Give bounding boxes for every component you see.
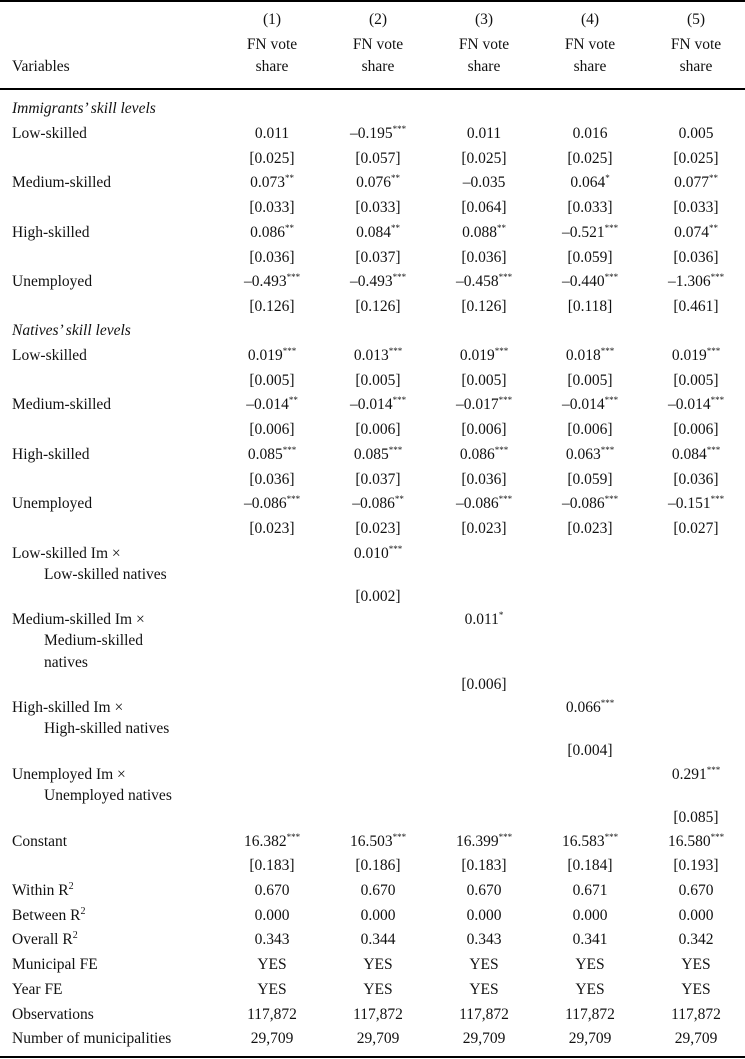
interaction-label: Low-skilled natives bbox=[44, 566, 167, 583]
std-error-cell: [0.023] bbox=[355, 519, 401, 537]
coefficient-cell: 0.010*** bbox=[353, 544, 403, 562]
stat-value-cell: 0.342 bbox=[678, 931, 714, 949]
coefficient-cell: 0.064* bbox=[570, 173, 610, 192]
stat-value-cell: 117,872 bbox=[247, 1005, 297, 1023]
coefficient-cell: 0.073** bbox=[250, 173, 294, 192]
coefficient-cell: 0.086*** bbox=[459, 444, 509, 463]
significance-stars: *** bbox=[388, 544, 403, 554]
significance-stars: *** bbox=[710, 832, 725, 842]
column-title: FN vote bbox=[670, 36, 722, 53]
column-number: (5) bbox=[686, 11, 706, 28]
stat-value-cell: 117,872 bbox=[459, 1005, 509, 1023]
stat-value-cell: 0.000 bbox=[360, 906, 396, 924]
superscript: 2 bbox=[80, 905, 86, 917]
coefficient-cell: –0.017*** bbox=[455, 395, 513, 414]
significance-stars: *** bbox=[498, 832, 513, 842]
interaction-label: Unemployed natives bbox=[44, 787, 172, 804]
significance-stars: *** bbox=[282, 346, 297, 356]
stat-value-cell: 117,872 bbox=[671, 1005, 721, 1023]
significance-stars: *** bbox=[604, 395, 619, 406]
significance-stars: *** bbox=[392, 832, 407, 842]
significance-stars: *** bbox=[494, 444, 509, 455]
std-error-cell: [0.004] bbox=[567, 742, 613, 759]
coefficient-cell: –0.521*** bbox=[561, 222, 619, 241]
std-error-cell: [0.461] bbox=[673, 297, 719, 315]
section-heading-immigrants: Immigrants’ skill levels bbox=[12, 100, 156, 117]
significance-stars: ** bbox=[394, 494, 404, 505]
row-label: Unemployed bbox=[12, 495, 93, 513]
coefficient-cell: –0.086*** bbox=[455, 494, 513, 513]
stat-label: Within $R^2$ bbox=[12, 881, 74, 899]
coefficient-cell: 16.583*** bbox=[561, 832, 619, 850]
coefficient-cell: –0.086** bbox=[352, 494, 404, 513]
coefficient-cell: 0.016 bbox=[572, 125, 608, 142]
stat-value-cell: YES bbox=[469, 980, 499, 998]
coefficient-cell: 0.084*** bbox=[671, 444, 721, 463]
std-error-cell: [0.023] bbox=[249, 519, 295, 537]
significance-stars: ** bbox=[708, 173, 718, 184]
std-error-cell: [0.183] bbox=[249, 857, 295, 874]
std-error-cell: [0.033] bbox=[249, 199, 295, 217]
stat-value-cell: YES bbox=[363, 956, 393, 974]
coefficient-cell: –0.493*** bbox=[243, 272, 301, 291]
stat-label: Observations bbox=[12, 1005, 94, 1023]
superscript: 2 bbox=[68, 881, 74, 892]
significance-stars: *** bbox=[498, 272, 513, 283]
stat-value-cell: 0.670 bbox=[254, 882, 290, 899]
significance-stars: *** bbox=[494, 346, 509, 356]
coefficient-cell: 0.019*** bbox=[247, 346, 297, 364]
coefficient-cell: –0.458*** bbox=[455, 272, 513, 291]
row-label: Unemployed bbox=[12, 273, 93, 291]
std-error-cell: [0.006] bbox=[355, 421, 401, 439]
std-error-cell: [0.057] bbox=[355, 149, 401, 167]
coefficient-cell: –0.195*** bbox=[349, 124, 407, 142]
superscript: 2 bbox=[72, 930, 78, 942]
std-error-cell: [0.036] bbox=[673, 470, 719, 488]
interaction-label: Medium-skilled Im × bbox=[12, 611, 145, 628]
std-error-cell: [0.006] bbox=[567, 421, 613, 439]
significance-stars: *** bbox=[600, 444, 615, 455]
header-rule bbox=[0, 88, 745, 90]
row-label: Low-skilled bbox=[12, 347, 87, 364]
significance-stars: *** bbox=[600, 346, 615, 356]
coefficient-cell: 0.011 bbox=[254, 125, 290, 142]
top-rule bbox=[0, 0, 745, 2]
std-error-cell: [0.037] bbox=[355, 248, 401, 266]
significance-stars: *** bbox=[392, 124, 407, 134]
column-number: (1) bbox=[262, 11, 282, 28]
interaction-label: Low-skilled Im × bbox=[12, 545, 121, 562]
std-error-cell: [0.006] bbox=[673, 421, 719, 439]
stat-value-cell: 0.341 bbox=[572, 931, 608, 949]
std-error-cell: [0.002] bbox=[355, 588, 401, 605]
std-error-cell: [0.005] bbox=[461, 371, 507, 389]
coefficient-cell: 0.085*** bbox=[247, 444, 297, 463]
stat-value-cell: YES bbox=[257, 956, 287, 974]
column-title: share bbox=[467, 58, 501, 75]
significance-stars: *** bbox=[604, 272, 619, 283]
stat-label: Year FE bbox=[12, 980, 63, 998]
stat-value-cell: 29,709 bbox=[462, 1030, 506, 1048]
stat-value-cell: 0.000 bbox=[254, 906, 290, 924]
std-error-cell: [0.036] bbox=[249, 470, 295, 488]
stat-value-cell: 29,709 bbox=[356, 1030, 400, 1048]
coefficient-cell: –0.151*** bbox=[667, 494, 725, 513]
stat-label: Municipal FE bbox=[12, 956, 98, 974]
coefficient-cell: –0.014** bbox=[246, 395, 298, 414]
std-error-cell: [0.126] bbox=[355, 297, 401, 315]
column-number: (2) bbox=[368, 11, 388, 28]
stat-value-cell: 0.671 bbox=[572, 882, 608, 899]
significance-stars: * bbox=[498, 610, 504, 620]
stat-label: Number of municipalities bbox=[12, 1030, 172, 1048]
std-error-cell: [0.118] bbox=[567, 297, 613, 315]
std-error-cell: [0.027] bbox=[673, 519, 719, 537]
std-error-cell: [0.036] bbox=[461, 470, 507, 488]
std-error-cell: [0.036] bbox=[673, 248, 719, 266]
stat-value-cell: YES bbox=[575, 956, 605, 974]
coefficient-cell: 16.580*** bbox=[667, 832, 725, 850]
interaction-label: High-skilled Im × bbox=[12, 699, 124, 716]
coefficient-cell: 0.066*** bbox=[565, 698, 615, 716]
interaction-label: natives bbox=[44, 654, 88, 671]
std-error-cell: [0.036] bbox=[249, 248, 295, 266]
stat-value-cell: 117,872 bbox=[565, 1005, 615, 1023]
section-heading-natives: Natives’ skill levels bbox=[12, 322, 131, 339]
significance-stars: *** bbox=[388, 444, 403, 455]
std-error-cell: [0.033] bbox=[355, 199, 401, 217]
significance-stars: *** bbox=[600, 698, 615, 708]
row-label: Constant bbox=[12, 833, 68, 850]
coefficient-cell: 0.019*** bbox=[671, 346, 721, 364]
std-error-cell: [0.006] bbox=[461, 676, 507, 693]
row-label: Low-skilled bbox=[12, 125, 87, 142]
interaction-label: High-skilled natives bbox=[44, 720, 170, 737]
significance-stars: ** bbox=[496, 222, 506, 233]
row-label: High-skilled bbox=[12, 445, 90, 463]
coefficient-cell: –0.014*** bbox=[667, 395, 725, 414]
column-title: FN vote bbox=[458, 36, 510, 53]
row-label: Medium-skilled bbox=[12, 396, 112, 414]
coefficient-cell: 0.077** bbox=[674, 173, 718, 192]
coefficient-cell: 0.084** bbox=[356, 222, 400, 241]
std-error-cell: [0.005] bbox=[673, 371, 719, 389]
significance-stars: ** bbox=[390, 173, 400, 184]
std-error-cell: [0.059] bbox=[567, 248, 613, 266]
row-label: High-skilled bbox=[12, 223, 90, 241]
std-error-cell: [0.023] bbox=[461, 519, 507, 537]
stat-value-cell: 0.670 bbox=[678, 882, 714, 899]
std-error-cell: [0.025] bbox=[673, 149, 719, 167]
interaction-label: Unemployed Im × bbox=[12, 766, 126, 783]
significance-stars: *** bbox=[710, 272, 725, 283]
significance-stars: ** bbox=[288, 395, 298, 406]
coefficient-cell: –0.086*** bbox=[561, 494, 619, 513]
significance-stars: *** bbox=[604, 494, 619, 505]
std-error-cell: [0.033] bbox=[673, 199, 719, 217]
std-error-cell: [0.005] bbox=[249, 371, 295, 389]
coefficient-cell: –0.440*** bbox=[561, 272, 619, 291]
coefficient-cell: 0.063*** bbox=[565, 444, 615, 463]
column-title: share bbox=[679, 58, 713, 75]
column-number: (4) bbox=[580, 11, 600, 28]
std-error-cell: [0.183] bbox=[461, 857, 507, 874]
coefficient-cell: –0.493*** bbox=[349, 272, 407, 291]
std-error-cell: [0.059] bbox=[567, 470, 613, 488]
coefficient-cell: 0.011 bbox=[466, 125, 502, 142]
coefficient-cell: –0.014*** bbox=[349, 395, 407, 414]
column-title: FN vote bbox=[564, 36, 616, 53]
significance-stars: *** bbox=[706, 444, 721, 455]
coefficient-cell: 0.074** bbox=[674, 222, 718, 241]
stat-value-cell: 29,709 bbox=[250, 1030, 294, 1048]
significance-stars: *** bbox=[498, 494, 513, 505]
coefficient-cell: 0.018*** bbox=[565, 346, 615, 364]
stat-value-cell: YES bbox=[469, 956, 499, 974]
std-error-cell: [0.037] bbox=[355, 470, 401, 488]
std-error-cell: [0.186] bbox=[355, 857, 401, 874]
coefficient-cell: 0.291*** bbox=[671, 765, 721, 783]
std-error-cell: [0.193] bbox=[673, 857, 719, 874]
stat-value-cell: YES bbox=[681, 956, 711, 974]
significance-stars: *** bbox=[286, 494, 301, 505]
coefficient-cell: 0.013*** bbox=[353, 346, 403, 364]
significance-stars: *** bbox=[388, 346, 403, 356]
stat-value-cell: YES bbox=[681, 980, 711, 998]
significance-stars: *** bbox=[706, 346, 721, 356]
std-error-cell: [0.005] bbox=[567, 371, 613, 389]
significance-stars: ** bbox=[390, 222, 400, 233]
coefficient-cell: 16.399*** bbox=[455, 832, 513, 850]
stat-value-cell: 0.000 bbox=[678, 906, 714, 924]
coefficient-cell: 0.076** bbox=[356, 173, 400, 192]
significance-stars: *** bbox=[498, 395, 513, 406]
std-error-cell: [0.025] bbox=[249, 149, 295, 167]
stat-value-cell: YES bbox=[257, 980, 287, 998]
std-error-cell: [0.025] bbox=[567, 149, 613, 167]
coefficient-cell: 0.019*** bbox=[459, 346, 509, 364]
std-error-cell: [0.025] bbox=[461, 149, 507, 167]
std-error-cell: [0.126] bbox=[461, 297, 507, 315]
std-error-cell: [0.005] bbox=[355, 371, 401, 389]
significance-stars: *** bbox=[286, 272, 301, 283]
stat-value-cell: 29,709 bbox=[568, 1030, 612, 1048]
significance-stars: *** bbox=[392, 272, 407, 283]
coefficient-cell: –0.035 bbox=[462, 174, 506, 192]
significance-stars: ** bbox=[708, 222, 718, 233]
coefficient-cell: 0.011* bbox=[464, 610, 504, 628]
significance-stars: ** bbox=[284, 173, 294, 184]
std-error-cell: [0.126] bbox=[249, 297, 295, 315]
coefficient-cell: 0.085*** bbox=[353, 444, 403, 463]
coefficient-cell: –0.014*** bbox=[561, 395, 619, 414]
std-error-cell: [0.085] bbox=[673, 809, 719, 826]
stat-value-cell: 0.343 bbox=[254, 931, 290, 949]
std-error-cell: [0.184] bbox=[567, 857, 613, 874]
stat-value-cell: YES bbox=[363, 980, 393, 998]
stat-value-cell: 0.344 bbox=[360, 931, 396, 949]
significance-stars: * bbox=[605, 173, 610, 184]
row-label: Medium-skilled bbox=[12, 174, 112, 192]
std-error-cell: [0.033] bbox=[567, 199, 613, 217]
coefficient-cell: 16.503*** bbox=[349, 832, 407, 850]
stat-value-cell: 29,709 bbox=[674, 1030, 718, 1048]
significance-stars: *** bbox=[710, 494, 725, 505]
bottom-rule bbox=[0, 1056, 745, 1058]
std-error-cell: [0.006] bbox=[249, 421, 295, 439]
stat-label: Overall $R^2$ bbox=[12, 930, 78, 949]
column-number: (3) bbox=[474, 11, 494, 28]
significance-stars: *** bbox=[282, 444, 297, 455]
stat-value-cell: 0.670 bbox=[466, 882, 502, 899]
significance-stars: *** bbox=[706, 765, 721, 775]
significance-stars: *** bbox=[286, 832, 301, 842]
std-error-cell: [0.006] bbox=[461, 421, 507, 439]
column-title: share bbox=[255, 58, 289, 75]
std-error-cell: [0.064] bbox=[461, 199, 507, 217]
stat-value-cell: 0.000 bbox=[572, 906, 608, 924]
column-title: share bbox=[361, 58, 395, 75]
column-title: FN vote bbox=[246, 36, 298, 53]
column-title: FN vote bbox=[352, 36, 404, 53]
coefficient-cell: 0.088** bbox=[462, 222, 506, 241]
column-title: share bbox=[573, 58, 607, 75]
significance-stars: *** bbox=[710, 395, 725, 406]
stat-value-cell: 0.343 bbox=[466, 931, 502, 949]
coefficient-cell: 0.086** bbox=[250, 222, 294, 241]
stat-label: Between $R^2$ bbox=[12, 905, 86, 924]
significance-stars: *** bbox=[604, 832, 619, 842]
stat-value-cell: 0.000 bbox=[466, 906, 502, 924]
coefficient-cell: –0.086*** bbox=[243, 494, 301, 513]
stat-value-cell: 117,872 bbox=[353, 1005, 403, 1023]
interaction-label: Medium-skilled bbox=[44, 632, 144, 649]
coefficient-cell: –1.306*** bbox=[667, 272, 725, 291]
significance-stars: ** bbox=[284, 222, 294, 233]
stat-value-cell: 0.670 bbox=[360, 882, 396, 899]
coefficient-cell: 0.005 bbox=[678, 125, 714, 142]
significance-stars: *** bbox=[604, 222, 619, 233]
std-error-cell: [0.036] bbox=[461, 248, 507, 266]
variables-header: Variables bbox=[12, 58, 70, 75]
significance-stars: *** bbox=[392, 395, 407, 406]
coefficient-cell: 16.382*** bbox=[243, 832, 301, 850]
std-error-cell: [0.023] bbox=[567, 519, 613, 537]
stat-value-cell: YES bbox=[575, 980, 605, 998]
